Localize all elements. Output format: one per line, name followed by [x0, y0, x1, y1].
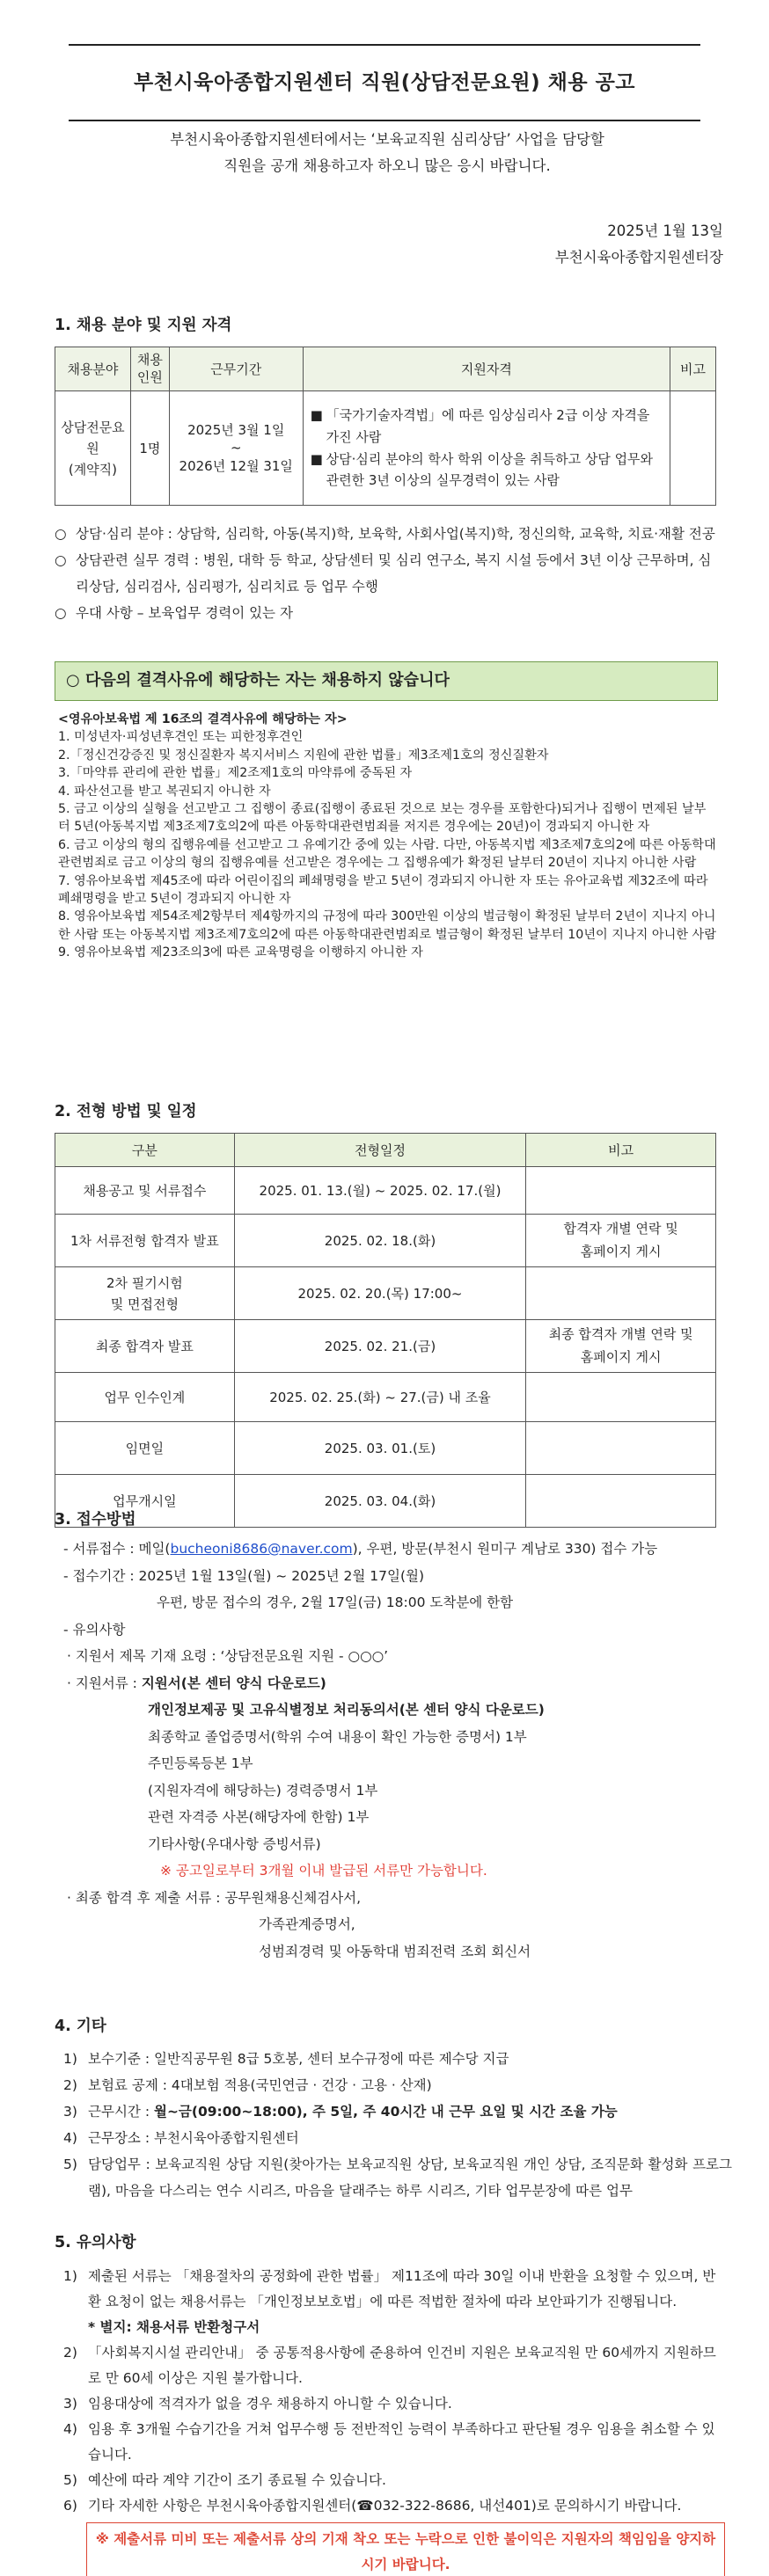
- final-doc-item: 성범죄경력 및 아동학대 범죄전력 조회 회신서: [259, 1943, 531, 1959]
- note-text: 우대 사항 – 보육업무 경력이 있는 자: [76, 605, 293, 621]
- intro-line: 부천시육아종합지원센터에서는 ‘보육교직원 심리상담’ 사업을 담당할: [170, 131, 604, 148]
- cell-step: 1차 서류전형 합격자 발표: [55, 1215, 235, 1267]
- item-number: 6): [63, 2498, 77, 2514]
- issuer: 부천시육아종합지원센터장: [554, 249, 723, 266]
- period-line: - 접수기간 : 2025년 1월 13일(월) ~ 2025년 2월 17일(월): [63, 1567, 425, 1584]
- title-box: [69, 44, 700, 121]
- list-item: [63, 2315, 725, 2340]
- list-item: [55, 547, 723, 600]
- list-item: 6. 금고 이상의 형의 집행유예를 선고받고 그 유예기간 중에 있는 사람. 다만, 아동복지법 제3조제7호의2에 따른 아동학대관련범죄로 금고 이상의 형의 집행유예를 선고받은 경우에는 그 집행유예가 확정된 날부터 20년이 지나지 아니한 사람: [58, 837, 716, 871]
- doc-item: 지원서(본 센터 양식 다운로드): [141, 1675, 326, 1691]
- cell-field: 상담전문요원 (계약직): [55, 391, 131, 506]
- table-header-row: [55, 1134, 716, 1167]
- page-title: 부천시육아종합지원센터 직원(상담전문요원) 채용 공고: [133, 70, 636, 94]
- caution-list: [63, 2264, 725, 2576]
- header-count: 채용 인원: [130, 347, 169, 391]
- intro-text: [88, 127, 686, 179]
- cell-note: [526, 1267, 716, 1320]
- square-bullet-icon: ■: [310, 407, 323, 423]
- list-item: 8. 영유아보육법 제54조제2항부터 제4항까지의 규정에 따라 300만원 이상의 벌금형이 확정된 날부터 2년이 지나지 아니한 사람 또는 아동복지법 제3조제7호의2에 따른 아동학대관련범죄로 벌금형이 확정된 날부터 10년이 지나지 아니한 사람: [58, 909, 716, 942]
- table-row: [55, 1267, 716, 1320]
- final-notice: ※ 제출서류 미비 또는 제출서류 상의 기재 착오 또는 누락으로 인한 불이익은 지원자의 책임임을 양지하시기 바랍니다.: [86, 2522, 725, 2576]
- item-text: 「사회복지시설 관리안내」 중 공통적용사항에 준용하여 인건비 지원은 보육교직원 만 60세까지 지원하므로 만 60세 이상은 지원 불가합니다.: [88, 2345, 716, 2386]
- list-item: 7. 영유아보육법 제45조에 따라 어린이집의 폐쇄명령을 받고 5년이 경과되지 아니한 자 또는 유아교육법 제32조에 따라 폐쇄명령을 받고 5년이 경과되지 아니한 자: [58, 873, 708, 907]
- disqualification-list: [58, 711, 718, 962]
- notice-label: - 유의사항: [63, 1621, 126, 1638]
- header-note: 비고: [526, 1134, 716, 1167]
- header-date: 전형일정: [234, 1134, 526, 1167]
- item-text: 제출된 서류는 「채용절차의 공정화에 관한 법률」 제11조에 따라 30일 이내 반환을 요청할 수 있으며, 반환 요청이 없는 채용서류는 「개인정보보호법」에 따른 적법한 절차에 따라 보안파기가 진행됩니다.: [88, 2268, 716, 2310]
- schedule-table: [55, 1133, 716, 1528]
- item-text: 예산에 따라 계약 기간이 조기 종료될 수 있습니다.: [88, 2472, 386, 2488]
- table-row: [55, 1373, 716, 1422]
- item-number: 5): [63, 2472, 77, 2488]
- item-number: 2): [63, 2077, 77, 2093]
- item-text: 임용 후 3개월 수습기간을 거쳐 업무수행 등 전반적인 능력이 부족하다고 판단될 경우 임용을 취소할 수 있습니다.: [88, 2421, 715, 2463]
- header-period: 근무기간: [169, 347, 303, 391]
- item-text: 담당업무 : 보육교직원 상담 지원(찾아가는 보육교직원 상담, 보육교직원 개인 상담, 조직문화 활성화 프로그램), 마음을 다스리는 연수 시리즈, 마음을 달래주는 하루 시리즈, 기타 업무분장에 따른 업무: [88, 2156, 732, 2199]
- header-qual: 지원자격: [303, 347, 670, 391]
- list-item: 1. 미성년자·피성년후견인 또는 피한정후견인: [58, 730, 304, 745]
- circle-bullet-icon: ○: [55, 526, 67, 542]
- cell-note: 최종 합격자 개별 연락 및 홈페이지 게시: [526, 1320, 716, 1373]
- item-text: * 별지: 채용서류 반환청구서: [88, 2319, 260, 2335]
- item-number: 4): [63, 2130, 77, 2146]
- cell-step: 업무개시일: [55, 1475, 235, 1528]
- list-item: [63, 2125, 732, 2151]
- cell-period: 2025년 3월 1일 ~ 2026년 12월 31일: [169, 391, 303, 506]
- cell-date: 2025. 02. 18.(화): [234, 1215, 526, 1267]
- cell-quals: [303, 391, 670, 506]
- cell-step: 임면일: [55, 1422, 235, 1475]
- table-row: [55, 1320, 716, 1373]
- issue-date: 2025년 1월 13일: [607, 223, 723, 239]
- list-item: [63, 2151, 732, 2204]
- doc-item: (지원자격에 해당하는) 경력증명서 1부: [148, 1782, 378, 1799]
- item-text: 근무시간 :: [88, 2104, 154, 2120]
- item-number: [63, 2315, 88, 2340]
- cell-count: 1명: [130, 391, 169, 506]
- circle-bullet-icon: ○: [55, 552, 67, 568]
- item-number: 2): [63, 2345, 77, 2361]
- doc-validity-note: ※ 공고일로부터 3개월 이내 발급된 서류만 가능합니다.: [160, 1863, 487, 1879]
- cell-note: 합격자 개별 연락 및 홈페이지 게시: [526, 1215, 716, 1267]
- table-row: [55, 1475, 716, 1528]
- item-text: 보험료 공제 : 4대보험 적용(국민연금 · 건강 · 고용 · 산재): [88, 2077, 432, 2093]
- cell-date: 2025. 01. 13.(월) ~ 2025. 02. 17.(월): [234, 1167, 526, 1215]
- header-note: 비고: [670, 347, 716, 391]
- docs-label: · 지원서류 :: [67, 1675, 142, 1691]
- period-note: 우편, 방문 접수의 경우, 2월 17일(금) 18:00 도착분에 한함: [157, 1594, 514, 1610]
- cell-step: 업무 인수인계: [55, 1373, 235, 1422]
- list-item: [63, 2468, 725, 2493]
- list-item: 2.「정신건강증진 및 정신질환자 복지서비스 지원에 관한 법률」제3조제1호의 정신질환자: [58, 748, 549, 763]
- cell-note: [526, 1475, 716, 1528]
- cell-date: 2025. 02. 25.(화) ~ 27.(금) 내 조율: [234, 1373, 526, 1422]
- final-docs-label: · 최종 합격 후 제출 서류 :: [67, 1889, 225, 1906]
- item-number: 1): [63, 2051, 77, 2067]
- qualification-notes: [55, 521, 723, 626]
- doc-item: 개인정보제공 및 고유식별정보 처리동의서(본 센터 양식 다운로드): [148, 1702, 545, 1718]
- header-field: 채용분야: [55, 347, 131, 391]
- method-pre: - 서류접수 : 메일(: [63, 1541, 171, 1557]
- list-item: [55, 521, 723, 547]
- note-text: 상담관련 실무 경력 : 병원, 대학 등 학교, 상담센터 및 심리 연구소, 복지 시설 등에서 3년 이상 근무하며, 심리상담, 심리검사, 심리평가, 심리치료 등 업무 수행: [76, 552, 712, 595]
- item-number: 4): [63, 2421, 77, 2437]
- method-post: ), 우편, 방문(부천시 원미구 계남로 330) 접수 가능: [352, 1541, 658, 1557]
- section-2-heading: 2. 전형 방법 및 일정: [55, 1103, 197, 1120]
- section-1-heading: 1. 채용 분야 및 지원 자격: [55, 317, 232, 334]
- list-item: [63, 2493, 725, 2519]
- table-row: [55, 1422, 716, 1475]
- cell-date: 2025. 03. 01.(토): [234, 1422, 526, 1475]
- doc-item: 주민등록등본 1부: [148, 1755, 253, 1771]
- qual-item: [311, 449, 663, 493]
- cell-note: [670, 391, 716, 506]
- final-doc-item: 공무원채용신체검사서,: [224, 1889, 362, 1906]
- qualification-table: [55, 347, 716, 506]
- section-3-heading: 3. 접수방법: [55, 1511, 136, 1529]
- issue-block: [555, 218, 723, 271]
- table-header-row: [55, 347, 716, 391]
- list-item: [63, 2046, 732, 2072]
- list-item: [63, 2340, 725, 2391]
- list-item: [63, 2417, 725, 2468]
- cell-step: 최종 합격자 발표: [55, 1320, 235, 1373]
- cell-date: 2025. 02. 21.(금): [234, 1320, 526, 1373]
- disqualification-banner: ○ 다음의 결격사유에 해당하는 자는 채용하지 않습니다: [55, 661, 718, 701]
- doc-item: 기타사항(우대사항 증빙서류): [148, 1835, 321, 1852]
- item-text: 임용대상에 적격자가 없을 경우 채용하지 아니할 수 있습니다.: [88, 2396, 452, 2412]
- header-step: 구분: [55, 1134, 235, 1167]
- docs-line: [63, 1670, 732, 1697]
- intro-line: 직원을 공개 채용하고자 하오니 많은 응시 바랍니다.: [223, 157, 551, 174]
- section-4-heading: 4. 기타: [55, 2018, 106, 2035]
- list-item: [63, 2391, 725, 2417]
- cell-date: 2025. 02. 20.(목) 17:00~: [234, 1267, 526, 1320]
- qual-text: 상담·심리 분야의 학사 학위 이상을 취득하고 상담 업무와 관련한 3년 이상의 실무경력이 있는 사람: [326, 450, 654, 489]
- email-link[interactable]: bucheoni8686@naver.com: [170, 1541, 353, 1557]
- section-5-heading: 5. 유의사항: [55, 2234, 136, 2251]
- square-bullet-icon: ■: [310, 450, 323, 467]
- method-line: [63, 1536, 732, 1563]
- etc-list: [63, 2046, 732, 2204]
- table-row: [55, 391, 716, 506]
- list-item: 5. 금고 이상의 실형을 선고받고 그 집행이 종료(집행이 종료된 것으로 보는 경우를 포함한다)되거나 집행이 면제된 날부터 5년(아동복지법 제3조제7호의2에 따른 아동학대관련범죄를 저지른 경우에는 20년)이 경과되지 아니한 자: [58, 802, 707, 835]
- list-item: 4. 파산선고를 받고 복권되지 아니한 자: [58, 784, 271, 799]
- cell-step: 2차 필기시험 및 면접전형: [55, 1267, 235, 1320]
- table-row: [55, 1167, 716, 1215]
- item-text: 근무장소 : 부천시육아종합지원센터: [88, 2130, 299, 2146]
- item-text: 보수기준 : 일반직공무원 8급 5호봉, 센터 보수규정에 따른 제수당 지급: [88, 2051, 509, 2067]
- application-method: [63, 1536, 732, 1965]
- list-item: [55, 600, 723, 626]
- list-item: [63, 2098, 732, 2125]
- qual-item: [311, 405, 663, 449]
- list-item: [63, 2072, 732, 2098]
- item-number: 3): [63, 2396, 77, 2412]
- cell-date: 2025. 03. 04.(화): [234, 1475, 526, 1528]
- cell-step: 채용공고 및 서류접수: [55, 1167, 235, 1215]
- doc-item: 관련 자격증 사본(해당자에 한함) 1부: [148, 1809, 370, 1825]
- cell-note: [526, 1422, 716, 1475]
- list-item: 9. 영유아보육법 제23조의3에 따른 교육명령을 이행하지 아니한 자: [58, 945, 423, 960]
- list-item: 3.「마약류 관리에 관한 법률」제2조제1호의 마약류에 중독된 자: [58, 766, 413, 781]
- final-doc-item: 가족관계증명서,: [259, 1916, 355, 1932]
- item-number: 1): [63, 2268, 77, 2284]
- circle-bullet-icon: ○: [55, 605, 67, 621]
- cell-note: [526, 1373, 716, 1422]
- table-row: [55, 1215, 716, 1267]
- item-text: 기타 자세한 사항은 부천시육아종합지원센터(☎032-322-8686, 내선401)로 문의하시기 바랍니다.: [88, 2498, 682, 2514]
- doc-item: 최종학교 졸업증명서(학위 수여 내용이 확인 가능한 증명서) 1부: [148, 1728, 527, 1745]
- list-item: [63, 2264, 725, 2315]
- disq-heading: <영유아보육법 제 16조의 결격사유에 해당하는 자>: [58, 712, 348, 726]
- subject-format: · 지원서 제목 기재 요령 : ‘상담전문요원 지원 - ○○○’: [67, 1648, 389, 1664]
- note-text: 상담·심리 분야 : 상담학, 심리학, 아동(복지)학, 보육학, 사회사업(복지)학, 정신의학, 교육학, 치료·재활 전공: [76, 526, 715, 542]
- item-number: 3): [63, 2104, 77, 2120]
- qual-text: 「국가기술자격법」에 따른 임상심리사 2급 이상 자격을 가진 사람: [326, 407, 650, 445]
- item-number: 5): [63, 2156, 77, 2172]
- work-hours: 월~금(09:00~18:00), 주 5일, 주 40시간 내 근무 요일 및 시간 조율 가능: [153, 2104, 618, 2120]
- cell-note: [526, 1167, 716, 1215]
- final-docs-line: [63, 1885, 732, 1912]
